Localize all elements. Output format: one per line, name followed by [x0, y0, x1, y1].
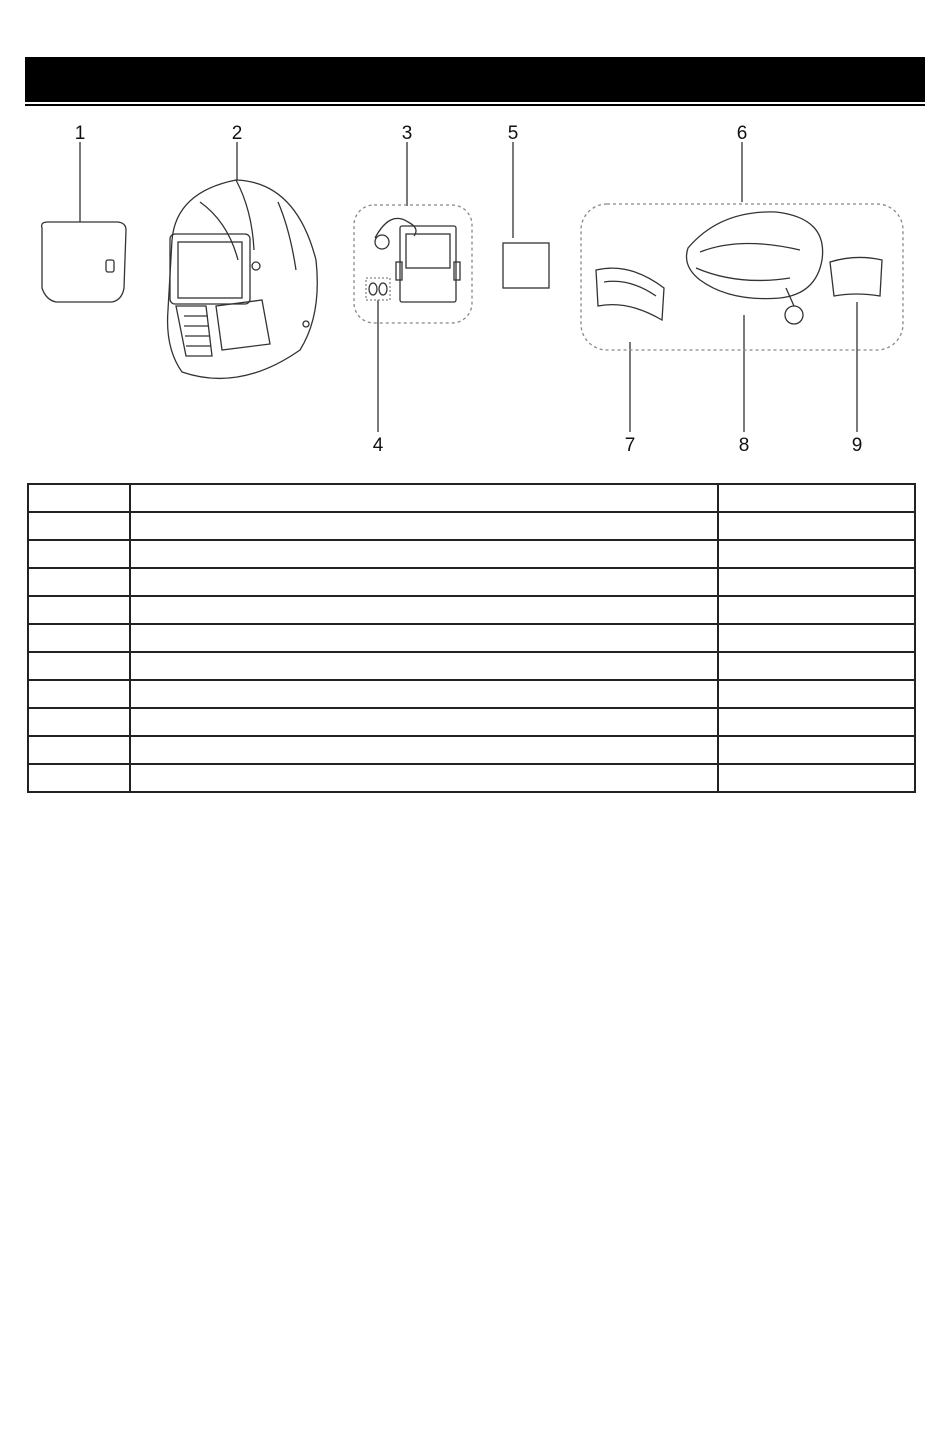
part-number-cell [28, 764, 130, 792]
part-code-cell [718, 568, 915, 596]
table-row [28, 512, 915, 540]
parts-table-body [28, 484, 915, 792]
callout-7: 7 [624, 435, 636, 456]
table-row [28, 624, 915, 652]
table-row [28, 652, 915, 680]
part-code-cell [718, 736, 915, 764]
part-code-cell [718, 596, 915, 624]
callout-3: 3 [401, 123, 413, 144]
callout-4: 4 [372, 435, 384, 456]
part-code-cell [718, 764, 915, 792]
description-cell [130, 708, 718, 736]
exploded-parts-diagram [0, 110, 950, 470]
table-row [28, 596, 915, 624]
callout-2: 2 [231, 123, 243, 144]
part-code-cell [718, 484, 915, 512]
table-row [28, 680, 915, 708]
callout-9: 9 [851, 435, 863, 456]
description-cell [130, 484, 718, 512]
description-cell [130, 512, 718, 540]
table-row [28, 540, 915, 568]
part-number-cell [28, 568, 130, 596]
table-row [28, 764, 915, 792]
table-row [28, 708, 915, 736]
description-cell [130, 624, 718, 652]
part-number-cell [28, 540, 130, 568]
description-cell [130, 652, 718, 680]
part-number-cell [28, 484, 130, 512]
description-cell [130, 764, 718, 792]
callout-8: 8 [738, 435, 750, 456]
table-row [28, 484, 915, 512]
table-row [28, 568, 915, 596]
part-code-cell [718, 680, 915, 708]
part-code-cell [718, 540, 915, 568]
part-number-cell [28, 596, 130, 624]
section-title-bar [25, 57, 925, 102]
part-code-cell [718, 652, 915, 680]
part-number-cell [28, 680, 130, 708]
part-code-cell [718, 624, 915, 652]
part-number-cell [28, 652, 130, 680]
callout-5: 5 [507, 123, 519, 144]
part-number-cell [28, 512, 130, 540]
part-code-cell [718, 512, 915, 540]
part-number-cell [28, 624, 130, 652]
callout-6: 6 [736, 123, 748, 144]
description-cell [130, 540, 718, 568]
description-cell [130, 736, 718, 764]
part-number-cell [28, 736, 130, 764]
table-row [28, 736, 915, 764]
parts-table [27, 483, 916, 793]
part-number-cell [28, 708, 130, 736]
description-cell [130, 680, 718, 708]
description-cell [130, 596, 718, 624]
parts-illustration [0, 110, 950, 470]
callout-1: 1 [74, 123, 86, 144]
part-code-cell [718, 708, 915, 736]
description-cell [130, 568, 718, 596]
